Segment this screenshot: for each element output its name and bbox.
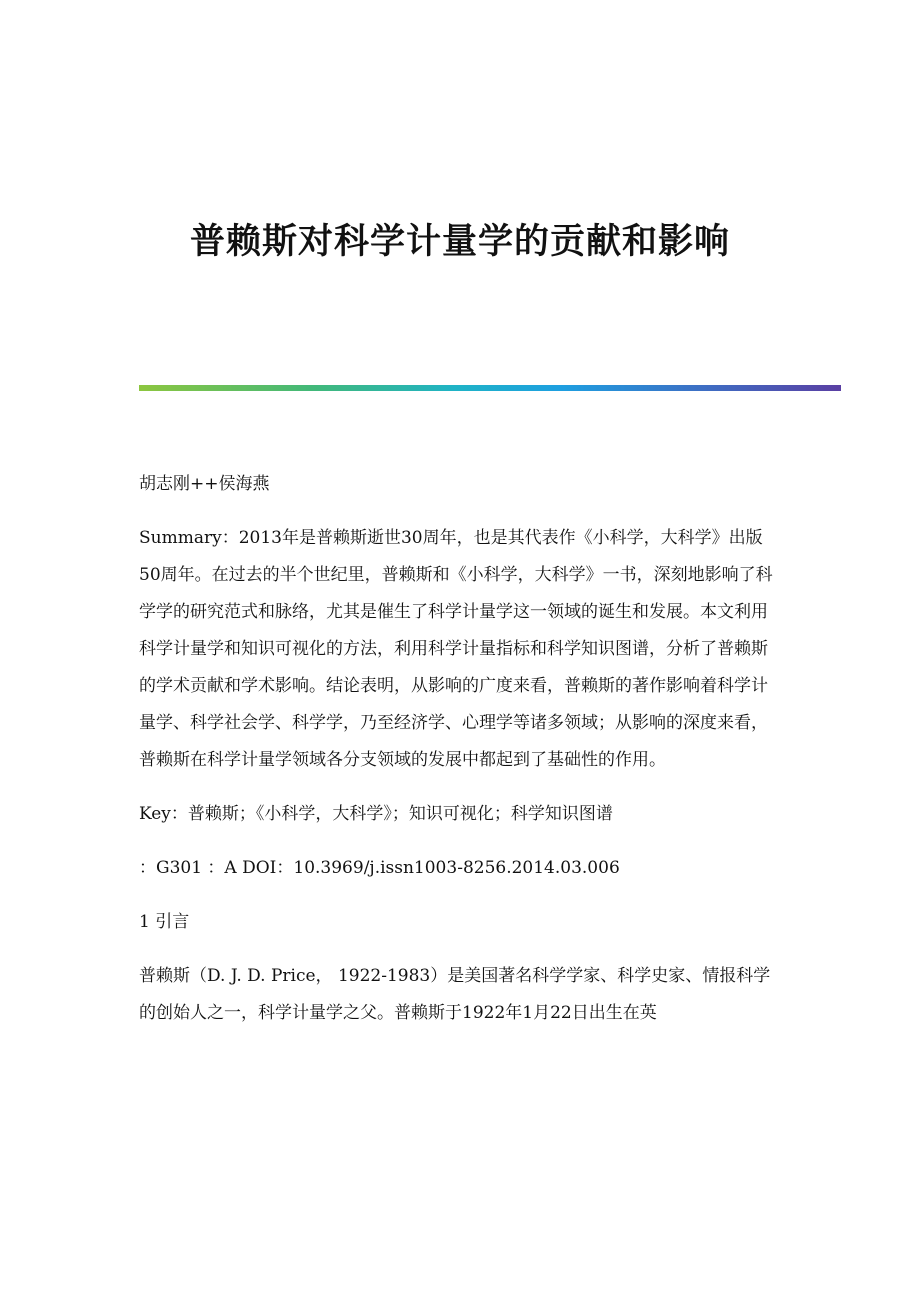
- section-heading: 1 引言: [139, 912, 190, 932]
- keywords: Key：普赖斯；《小科学，大科学》；知识可视化；科学知识图谱: [139, 804, 613, 824]
- intro-paragraph: 普赖斯（D. J. D. Price， 1922-1983）是美国著名科学学家、科学史家、情报科学的创始人之一，科学计量学之父。普赖斯于1922年1月22日出生在英: [139, 966, 771, 1023]
- article-body: [139, 466, 779, 1049]
- classification-doi: ：G301 ：A DOI：10.3969/j.issn1003-8256.2014.03.006: [139, 858, 620, 878]
- page-title: 普赖斯对科学计量学的贡献和影响: [189, 221, 730, 262]
- title-divider: [139, 385, 841, 391]
- authors: 胡志刚++侯海燕: [139, 474, 270, 494]
- summary: Summary：2013年是普赖斯逝世30周年，也是其代表作《小科学，大科学》出版50周年。在过去的半个世纪里，普赖斯和《小科学，大科学》一书，深刻地影响了科学学的研究范式和脉络，尤其是催生了科学计量学这一领域的诞生和发展。本文利用科学计量学和知识可视化的方法，利用科学计量指标和科学知识图谱，分析了普赖斯的学术贡献和学术影响。结论表明，从影响的广度来看，普赖斯的著作影响着科学计量学、科学社会学、科学学，乃至经济学、心理学等诸多领域；从影响的深度来看，普赖斯在科学计量学领域各分支领域的发展中都起到了基础性的作用。: [139, 528, 773, 770]
